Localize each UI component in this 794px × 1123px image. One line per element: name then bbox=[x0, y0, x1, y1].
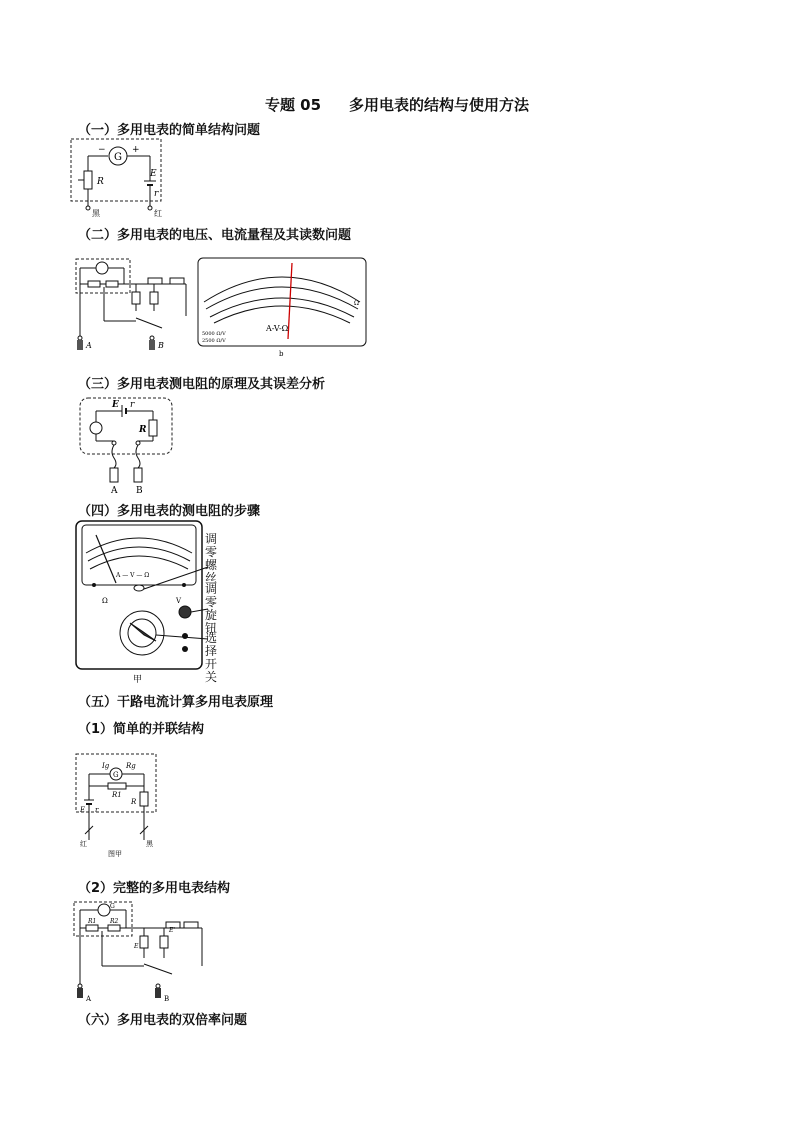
fig6-e-label: E bbox=[134, 943, 139, 950]
zero-screw bbox=[134, 585, 144, 591]
fig2-omega: Ω bbox=[354, 300, 359, 307]
fig1-galvanometer-label: G bbox=[114, 152, 122, 163]
fig2-caption: b bbox=[279, 350, 284, 358]
fig5-r-small-label: r bbox=[95, 806, 99, 814]
section-heading-5-1: （1）简单的并联结构 bbox=[78, 722, 205, 737]
fig3-a-label: A bbox=[111, 486, 118, 496]
section-heading-2: （二）多用电表的电压、电流量程及其读数问题 bbox=[78, 228, 352, 243]
figure-multirange-circuit bbox=[74, 256, 194, 356]
fig6-e2-label: E' bbox=[169, 927, 176, 934]
fig5-red-terminal: 红 bbox=[80, 840, 87, 848]
section-heading-6: （六）多用电表的双倍率问题 bbox=[78, 1013, 248, 1028]
fig2-spec-2: 2500 Ω/V bbox=[202, 338, 226, 344]
fig2-b-label: B bbox=[158, 341, 164, 350]
fig5-caption: 图甲 bbox=[108, 850, 122, 858]
fig3-b-label: B bbox=[136, 486, 143, 496]
fig1-e-label: E bbox=[150, 169, 157, 179]
figure-ohmmeter-principle bbox=[78, 396, 176, 496]
fig5-e-label: E bbox=[80, 806, 86, 814]
fig4-v: V bbox=[176, 597, 182, 605]
fig6-r1-label: R1 bbox=[88, 918, 97, 925]
fig3-r-small-label: r bbox=[130, 400, 135, 410]
fig1-red-terminal: 红 bbox=[154, 209, 162, 218]
fig3-e-label: E bbox=[112, 400, 119, 410]
fig6-b-label: B bbox=[164, 995, 170, 1003]
section-heading-4: （四）多用电表的测电阻的步骤 bbox=[78, 504, 261, 519]
figure-simple-structure bbox=[68, 136, 168, 218]
fig6-r2-label: R2 bbox=[110, 918, 119, 925]
fig1-black-terminal: 黑 bbox=[92, 209, 100, 218]
fig1-minus: − bbox=[98, 145, 106, 155]
figure-parallel-structure bbox=[74, 752, 164, 858]
annotation-zero-screw: 调零螺丝 bbox=[205, 532, 218, 585]
fig5-ig-label: Ig bbox=[102, 762, 110, 770]
fig1-r-small-label: r bbox=[154, 189, 159, 199]
title-main: 专题 05 bbox=[264, 96, 322, 114]
fig5-black-terminal: 黑 bbox=[146, 840, 153, 848]
fig3-r-label: R bbox=[139, 425, 147, 435]
fig4-caption: 甲 bbox=[133, 675, 143, 685]
fig6-a-label: A bbox=[86, 995, 92, 1003]
fig2-spec-1: 5000 Ω/V bbox=[202, 331, 226, 337]
fig5-r1-label: R1 bbox=[112, 791, 122, 799]
fig4-omega: Ω bbox=[102, 597, 108, 605]
title-sub: 多用电表的结构与使用方法 bbox=[349, 96, 530, 114]
fig5-r-label: R bbox=[131, 798, 137, 806]
fig5-rg-label: Rg bbox=[126, 762, 136, 770]
page-title bbox=[0, 94, 794, 115]
annotation-zero-knob: 调零旋钮 bbox=[205, 582, 218, 635]
figure-complete-structure bbox=[72, 898, 212, 1004]
figure-meter-dial-b bbox=[196, 257, 368, 359]
fig1-r-label: R bbox=[97, 177, 104, 187]
section-heading-5: （五）干路电流计算多用电表原理 bbox=[78, 695, 274, 710]
annotation-selector-switch: 选择开关 bbox=[205, 631, 218, 684]
fig5-g-label: G bbox=[113, 771, 119, 779]
section-heading-3: （三）多用电表测电阻的原理及其误差分析 bbox=[78, 377, 326, 392]
section-heading-5-2: （2）完整的多用电表结构 bbox=[78, 881, 231, 896]
zero-knob bbox=[179, 606, 191, 618]
fig1-rheostat bbox=[84, 171, 92, 189]
fig2-a-label: A bbox=[86, 341, 92, 350]
fig1-plus: + bbox=[132, 145, 140, 155]
section-heading-1: （一）多用电表的简单结构问题 bbox=[78, 123, 261, 138]
fig6-g-label: G bbox=[110, 903, 115, 910]
fig4-dial-label: A — V — Ω bbox=[116, 572, 150, 579]
fig2-dial-label: A-V-Ω bbox=[266, 324, 289, 333]
